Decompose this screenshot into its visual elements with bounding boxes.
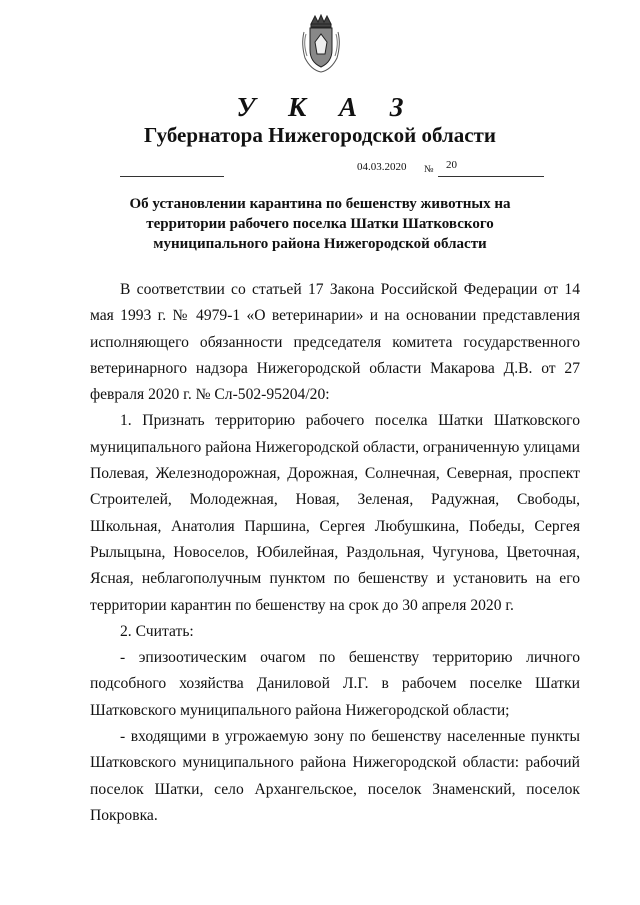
issuer-heading: Губернатора Нижегородской области bbox=[144, 123, 496, 147]
clause-2-item-paragraph: - эпизоотическим очагом по бешенству территорию личного подсобного хозяйства Даниловой Л.Г. в рабочем поселке Шатки Шатковского муниципального района Нижегородской области; bbox=[90, 649, 580, 719]
clause-2-item-paragraph: - входящими в угрожаемую зону по бешенству населенные пункты Шатковского муниципального района Нижегородской области: рабочий поселок Шатки, село Архангельское, поселок Знаменский, поселок Покровка. bbox=[90, 728, 580, 824]
number-label: № bbox=[424, 164, 434, 175]
decree-title bbox=[90, 194, 550, 254]
decree-number: 20 bbox=[446, 159, 457, 171]
clause-2-heading: 2. Считать: bbox=[120, 622, 194, 640]
blank-line-right bbox=[438, 176, 544, 177]
decree-title-line: муниципального района Нижегородской области bbox=[153, 236, 487, 252]
decree-title-line: Об установлении карантина по бешенству животных на bbox=[129, 196, 511, 212]
clause-1-paragraph: 1. Признать территорию рабочего поселка Шатки Шатковского муниципального района Нижегородской области, ограниченную улицами Полевая, Железнодорожная, Дорожная, Солнечная, Северная, проспект Строителей, Молодежная, Новая, Зеленая, Радужная, Свободы, Школьная, Анатолия Паршина, Сергея Любушкина, Победы, Сергея Рылыцына, Новоселов, Юбилейная, Раздольная, Чугунова, Цветочная, Ясная, неблагополучным пунктом по бешенству и установить на его территории карантин по бешенству на срок до 30 апреля 2020 г. bbox=[90, 412, 580, 614]
blank-line-left bbox=[120, 176, 224, 177]
decree-date: 04.03.2020 bbox=[357, 161, 407, 173]
date-number-line bbox=[0, 159, 640, 183]
document-type-heading: У К А З bbox=[236, 92, 417, 122]
preamble-paragraph: В соответствии со статьей 17 Закона Российской Федерации от 14 мая 1993 г. № 4979-1 «О ветеринарии» и на основании представления исполняющего обязанности председателя комитета государственного ветеринарного надзора Нижегородской области Макарова Д.В. от 27 февраля 2020 г. № Сл-502-95204/20: bbox=[90, 281, 580, 404]
decree-body bbox=[90, 277, 580, 829]
decree-title-line: территории рабочего поселка Шатки Шатковского bbox=[146, 216, 494, 232]
coat-of-arms-emblem bbox=[299, 14, 343, 76]
